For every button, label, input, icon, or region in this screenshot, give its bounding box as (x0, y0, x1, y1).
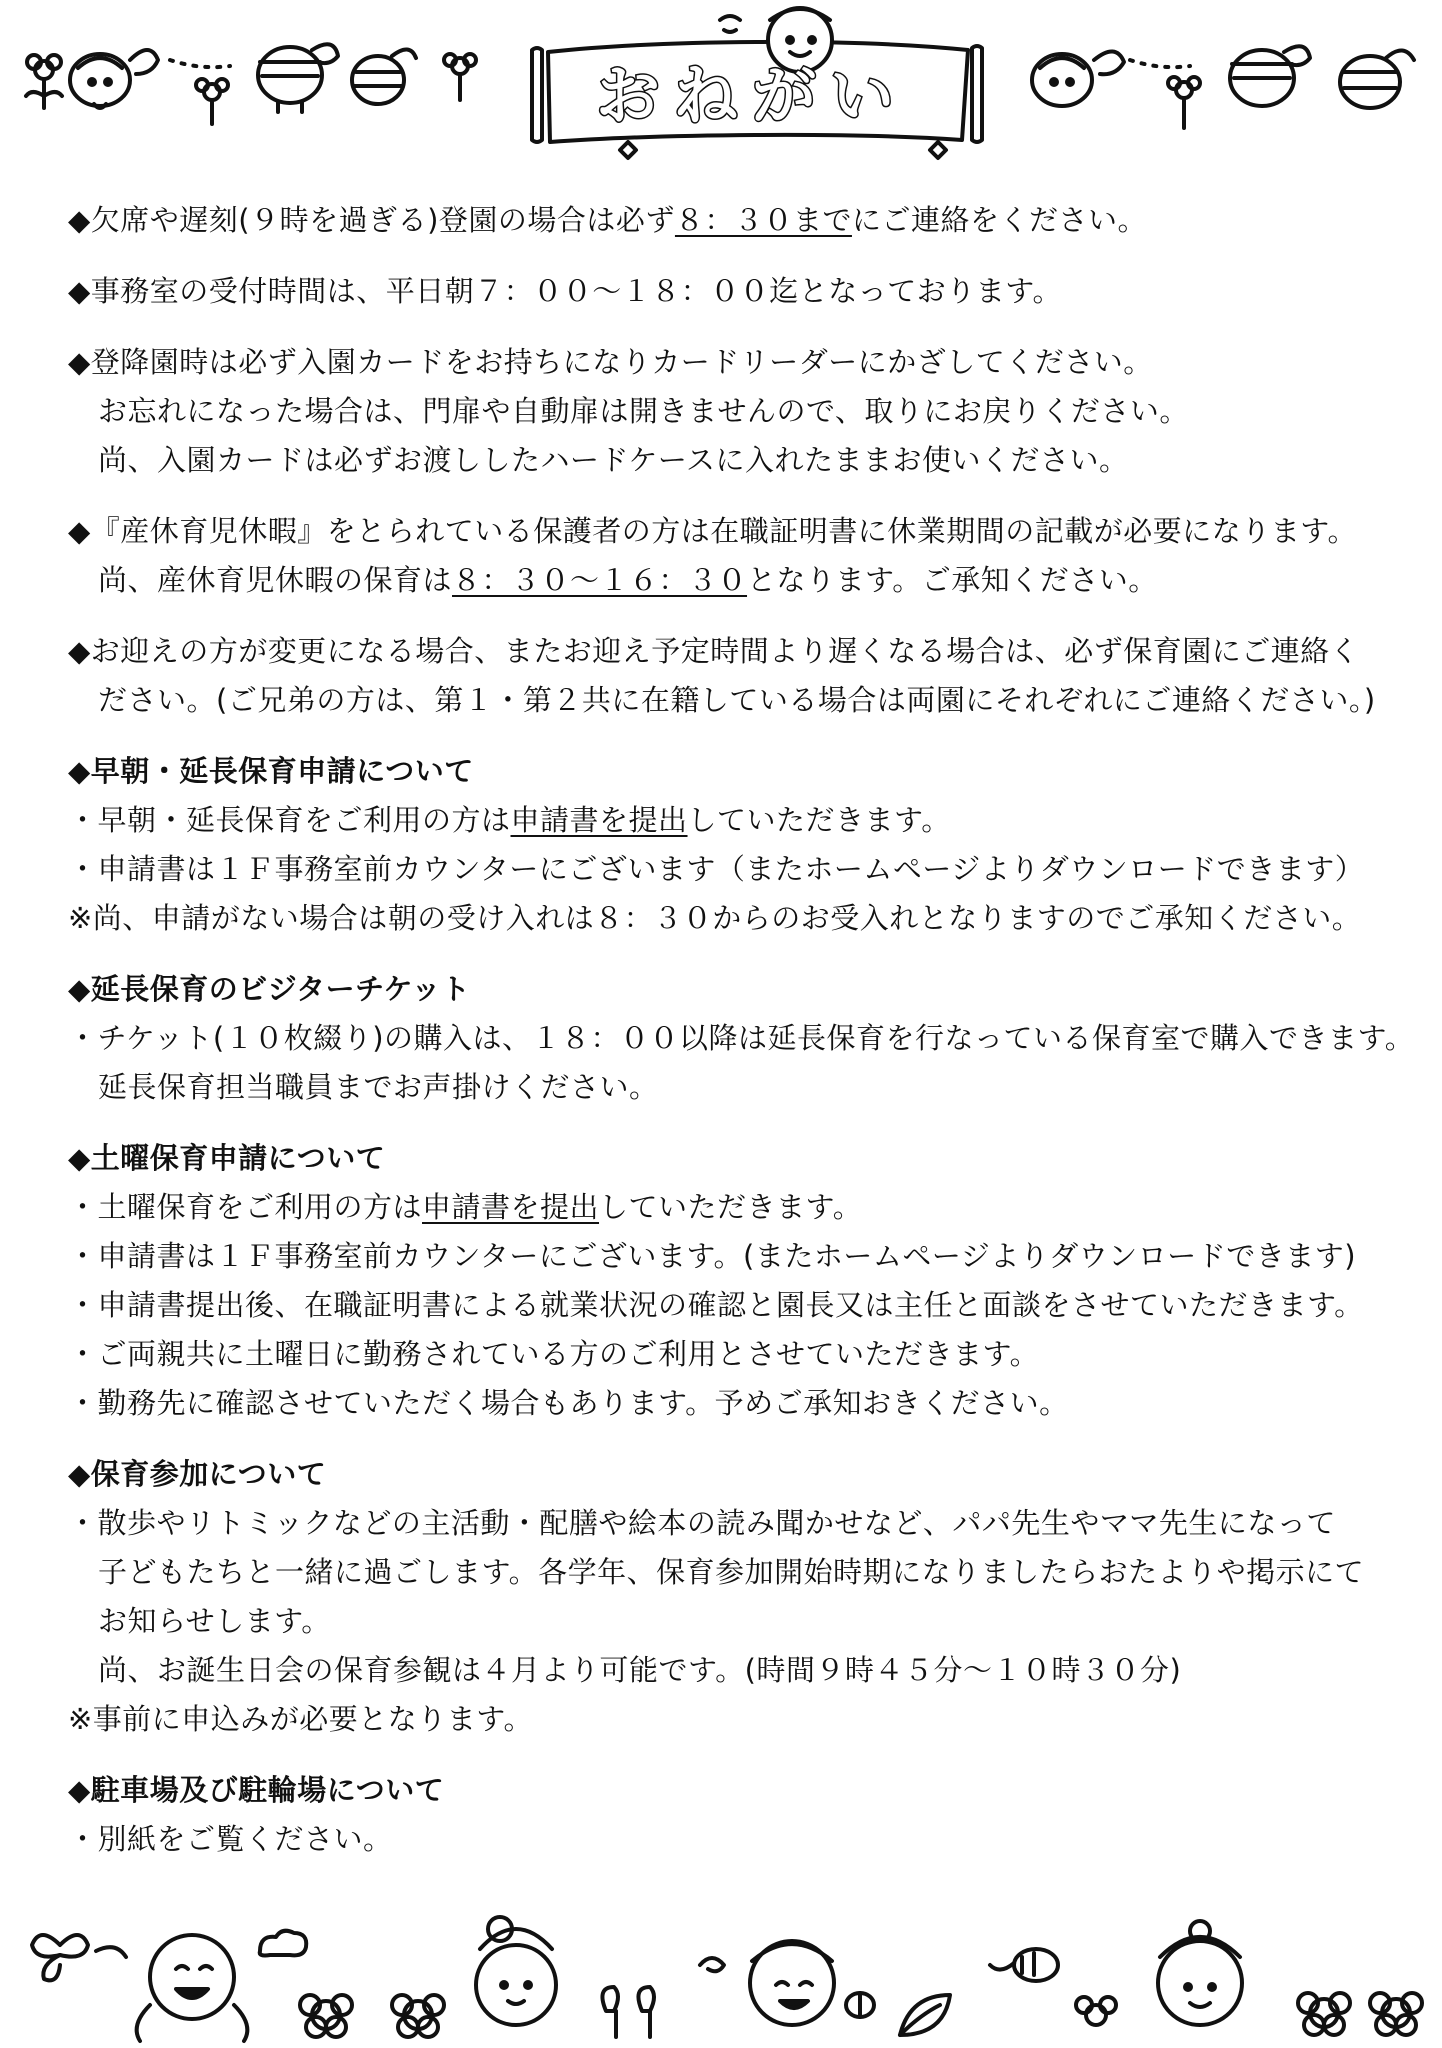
notice-office-hours: ◆事務室の受付時間は、平日朝７：００～１８：００迄となっております。 (68, 274, 1062, 308)
list-item: ・早朝・延長保育をご利用の方は申請書を提出していただきます。 (68, 803, 951, 837)
ladybug-icon (846, 1993, 874, 2017)
flower-icon (392, 1995, 444, 2037)
bee-icon (352, 49, 416, 104)
notice-absence: ◆欠席や遅刻(９時を過ぎる)登園の場合は必ず８：３０までにご連絡をください。 (68, 203, 1147, 237)
notice-leave: ◆『産休育児休暇』をとられている保護者の方は在職証明書に休業期間の記載が必要になります。 (68, 514, 1357, 548)
list-item: ・勤務先に確認させていただく場合もあります。予めご承知おきください。 (68, 1386, 1069, 1420)
bee-icon (258, 44, 338, 112)
notice-card: 尚、入園カードは必ずお渡ししたハードケースに入れたままお使いください。 (98, 443, 1129, 477)
list-item: ・申請書提出後、在職証明書による就業状況の確認と園長又は主任と面談をさせていただきます。 (68, 1288, 1364, 1322)
cloud-icon (260, 1931, 307, 1956)
flower-icon (444, 54, 476, 100)
tulip-icon (602, 1987, 654, 2037)
list-item: ・土曜保育をご利用の方は申請書を提出していただきます。 (68, 1190, 863, 1224)
bee-icon (1230, 46, 1310, 106)
list-item: ※事前に申込みが必要となります。 (68, 1702, 533, 1736)
girl-face-icon (476, 1917, 556, 2025)
section-heading-parking: ◆駐車場及び駐輪場について (68, 1773, 445, 1807)
list-item: ・散歩やリトミックなどの主活動・配膳や絵本の読み聞かせなど、パパ先生やママ先生になって (68, 1506, 1336, 1540)
child-face-icon (1158, 1921, 1242, 2025)
section-heading-visitor: ◆延長保育のビジターチケット (68, 972, 471, 1006)
list-item: お知らせします。 (98, 1604, 331, 1638)
section-heading-early: ◆早朝・延長保育申請について (68, 754, 474, 788)
leaf-icon (900, 1995, 950, 2035)
bee-icon (990, 1949, 1058, 1981)
child-face-icon (750, 1941, 834, 2025)
footer-illustration (0, 1905, 1442, 2048)
notice-content (68, 196, 1415, 1864)
notice-card: ◆登降園時は必ず入園カードをお持ちになりカードリーダーにかざしてください。 (68, 345, 1153, 379)
list-item: ・申請書は１Ｆ事務室前カウンターにございます（またホームページよりダウンロードできます） (68, 852, 1365, 886)
list-item: 尚、お誕生日会の保育参観は４月より可能です。(時間９時４５分～１０時３０分) (98, 1653, 1182, 1687)
list-item: ・ご両親共に土曜日に勤務されている方のご利用とさせていただきます。 (68, 1337, 1040, 1371)
flower-icon (26, 55, 62, 108)
page-title: おねがい (596, 60, 908, 134)
bee-icon (70, 50, 158, 108)
list-item: ・チケット(１０枚綴り)の購入は、１８：００以降は延長保育を行なっている保育室で購入できます。 (68, 1021, 1415, 1055)
list-item: 延長保育担当職員までお声掛けください。 (98, 1070, 659, 1104)
list-item: ・申請書は１Ｆ事務室前カウンターにございます。(またホームページよりダウンロードできます) (68, 1239, 1357, 1273)
notice-card: お忘れになった場合は、門扉や自動扉は開きませんので、取りにお戻りください。 (98, 394, 1189, 428)
flower-icon (1298, 1993, 1350, 2035)
notice-pickup: ださい。(ご兄弟の方は、第１・第２共に在籍している場合は両園にそれぞれにご連絡ください。) (98, 683, 1376, 717)
bee-icon (1340, 50, 1414, 108)
section-heading-participation: ◆保育参加について (68, 1457, 327, 1491)
child-face-icon (137, 1935, 248, 2041)
header-illustration (0, 0, 1442, 170)
flower-icon (1168, 77, 1200, 128)
snail-icon (700, 1958, 724, 1971)
flower-icon (1370, 1993, 1422, 2035)
flower-icon (1076, 1997, 1116, 2025)
notice-pickup: ◆お迎えの方が変更になる場合、またお迎え予定時間より遅くなる場合は、必ず保育園にご連絡く (68, 634, 1360, 668)
flower-icon (196, 79, 228, 124)
list-item: ※尚、申請がない場合は朝の受け入れは８：３０からのお受入れとなりますのでご承知ください。 (68, 901, 1362, 935)
list-item: ・別紙をご覧ください。 (68, 1822, 393, 1856)
bee-icon (1032, 51, 1124, 106)
flower-icon (300, 1995, 352, 2037)
notice-leave: 尚、産休育児休暇の保育は８：３０～１６：３０となります。ご承知ください。 (98, 563, 1158, 597)
list-item: 子どもたちと一緒に過ごします。各学年、保育参加開始時期になりましたらおたよりや掲示にて (98, 1555, 1365, 1589)
section-heading-saturday: ◆土曜保育申請について (68, 1141, 386, 1175)
butterfly-icon (32, 1935, 126, 1980)
